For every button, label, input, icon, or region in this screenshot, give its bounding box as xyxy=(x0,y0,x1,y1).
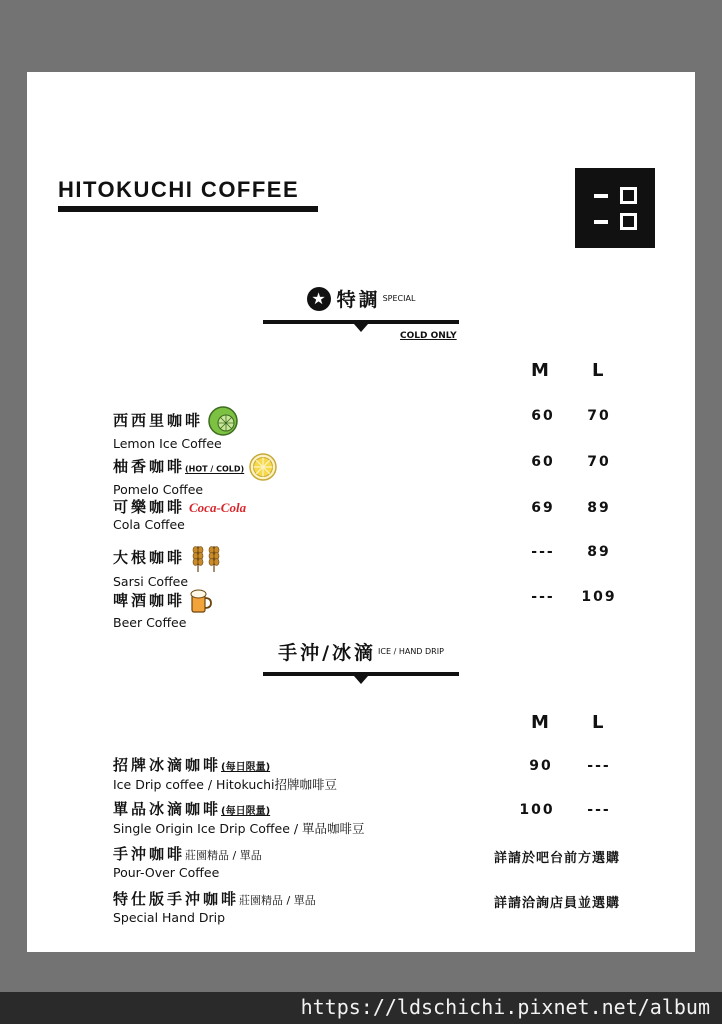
price-l: 89 xyxy=(587,544,611,560)
daily-limited-note: (每日限量) xyxy=(221,806,271,817)
price-m: 90 xyxy=(529,758,553,774)
item-name-en: Beer Coffee xyxy=(113,615,187,630)
price-m: --- xyxy=(531,544,555,560)
coca-cola-logo: Coca-Cola xyxy=(189,499,247,515)
hot-cold-note: (HOT / COLD) xyxy=(185,464,245,474)
price-m: 69 xyxy=(531,500,555,516)
menu-item-cola-coffee xyxy=(113,498,246,533)
special-heading-text: 特調 xyxy=(336,289,381,311)
special-subheading: SPECIAL xyxy=(382,294,416,303)
wheat-icon xyxy=(189,542,227,574)
price-m: --- xyxy=(531,589,555,605)
item-name-zh: 特仕版手沖咖啡 xyxy=(113,890,240,908)
estate-single-note: 莊園精品 / 單品 xyxy=(239,894,316,907)
price-l: 109 xyxy=(581,589,617,605)
price-l: 70 xyxy=(587,408,611,424)
title-underline xyxy=(58,206,318,212)
estate-single-note: 莊園精品 / 單品 xyxy=(185,849,262,862)
menu-item-pomelo-coffee xyxy=(113,452,278,498)
item-name-en: Lemon Ice Coffee xyxy=(113,436,222,451)
item-name-zh: 單品冰滴咖啡 xyxy=(113,800,222,818)
item-name-zh: 柚香咖啡 xyxy=(113,457,186,476)
item-name-en: Pour-Over Coffee xyxy=(113,865,220,880)
special-col-l: L xyxy=(592,360,604,381)
special-hand-drip-info: 詳請洽詢店員並選購 xyxy=(494,896,621,911)
price-m: 60 xyxy=(531,408,555,424)
drip-subheading: ICE / HAND DRIP xyxy=(378,647,444,656)
menu-page xyxy=(27,72,695,952)
drip-heading-text: 手沖/冰滴 xyxy=(278,642,377,664)
beer-mug-icon xyxy=(189,587,213,615)
lime-icon xyxy=(207,406,239,436)
special-col-m: M xyxy=(531,360,549,381)
item-name-en: Sarsi Coffee xyxy=(113,574,189,589)
item-name-zh: 可樂咖啡 xyxy=(113,498,186,516)
price-l: 89 xyxy=(587,500,611,516)
menu-item-ice-drip-coffee xyxy=(113,756,337,793)
price-l: --- xyxy=(587,802,611,818)
special-divider-pointer xyxy=(354,324,368,332)
item-name-zh: 招牌冰滴咖啡 xyxy=(113,756,222,774)
item-name-zh: 西西里咖啡 xyxy=(113,411,204,430)
menu-item-beer-coffee xyxy=(113,587,213,631)
cold-only-note: COLD ONLY xyxy=(400,331,457,341)
item-name-en: Special Hand Drip xyxy=(113,910,226,925)
drip-divider-pointer xyxy=(354,676,368,684)
drip-heading xyxy=(263,638,459,665)
price-m: 60 xyxy=(531,454,555,470)
daily-limited-note: (每日限量) xyxy=(221,762,271,773)
menu-item-single-origin-ice-drip xyxy=(113,800,365,837)
pour-over-info: 詳請於吧台前方選購 xyxy=(494,851,621,866)
item-name-zh: 手沖咖啡 xyxy=(113,845,186,863)
price-m: 100 xyxy=(519,802,555,818)
price-l: 70 xyxy=(587,454,611,470)
menu-item-sarsi-coffee xyxy=(113,542,227,590)
item-name-en: Pomelo Coffee xyxy=(113,482,204,497)
price-l: --- xyxy=(587,758,611,774)
brand-logo xyxy=(575,168,655,248)
drip-col-l: L xyxy=(592,712,604,733)
menu-item-pour-over-coffee xyxy=(113,845,262,881)
watermark-url: https://ldschichi.pixnet.net/album xyxy=(300,995,710,1019)
item-name-zh: 啤酒咖啡 xyxy=(113,591,186,610)
menu-item-special-hand-drip xyxy=(113,890,316,926)
menu-item-lemon-ice-coffee xyxy=(113,406,239,452)
special-heading xyxy=(263,285,459,312)
item-name-zh: 大根咖啡 xyxy=(113,548,186,567)
drip-col-m: M xyxy=(531,712,549,733)
item-name-en: Cola Coffee xyxy=(113,516,185,532)
watermark-bar xyxy=(0,992,722,1024)
lemon-slice-icon xyxy=(248,452,278,482)
item-name-en: Single Origin Ice Drip Coffee / 單品咖啡豆 xyxy=(113,821,365,836)
item-name-en: Ice Drip coffee / Hitokuchi招牌咖啡豆 xyxy=(113,777,338,792)
star-icon: ★ xyxy=(307,287,331,311)
menu-title: HITOKUCHI COFFEE xyxy=(58,177,300,202)
